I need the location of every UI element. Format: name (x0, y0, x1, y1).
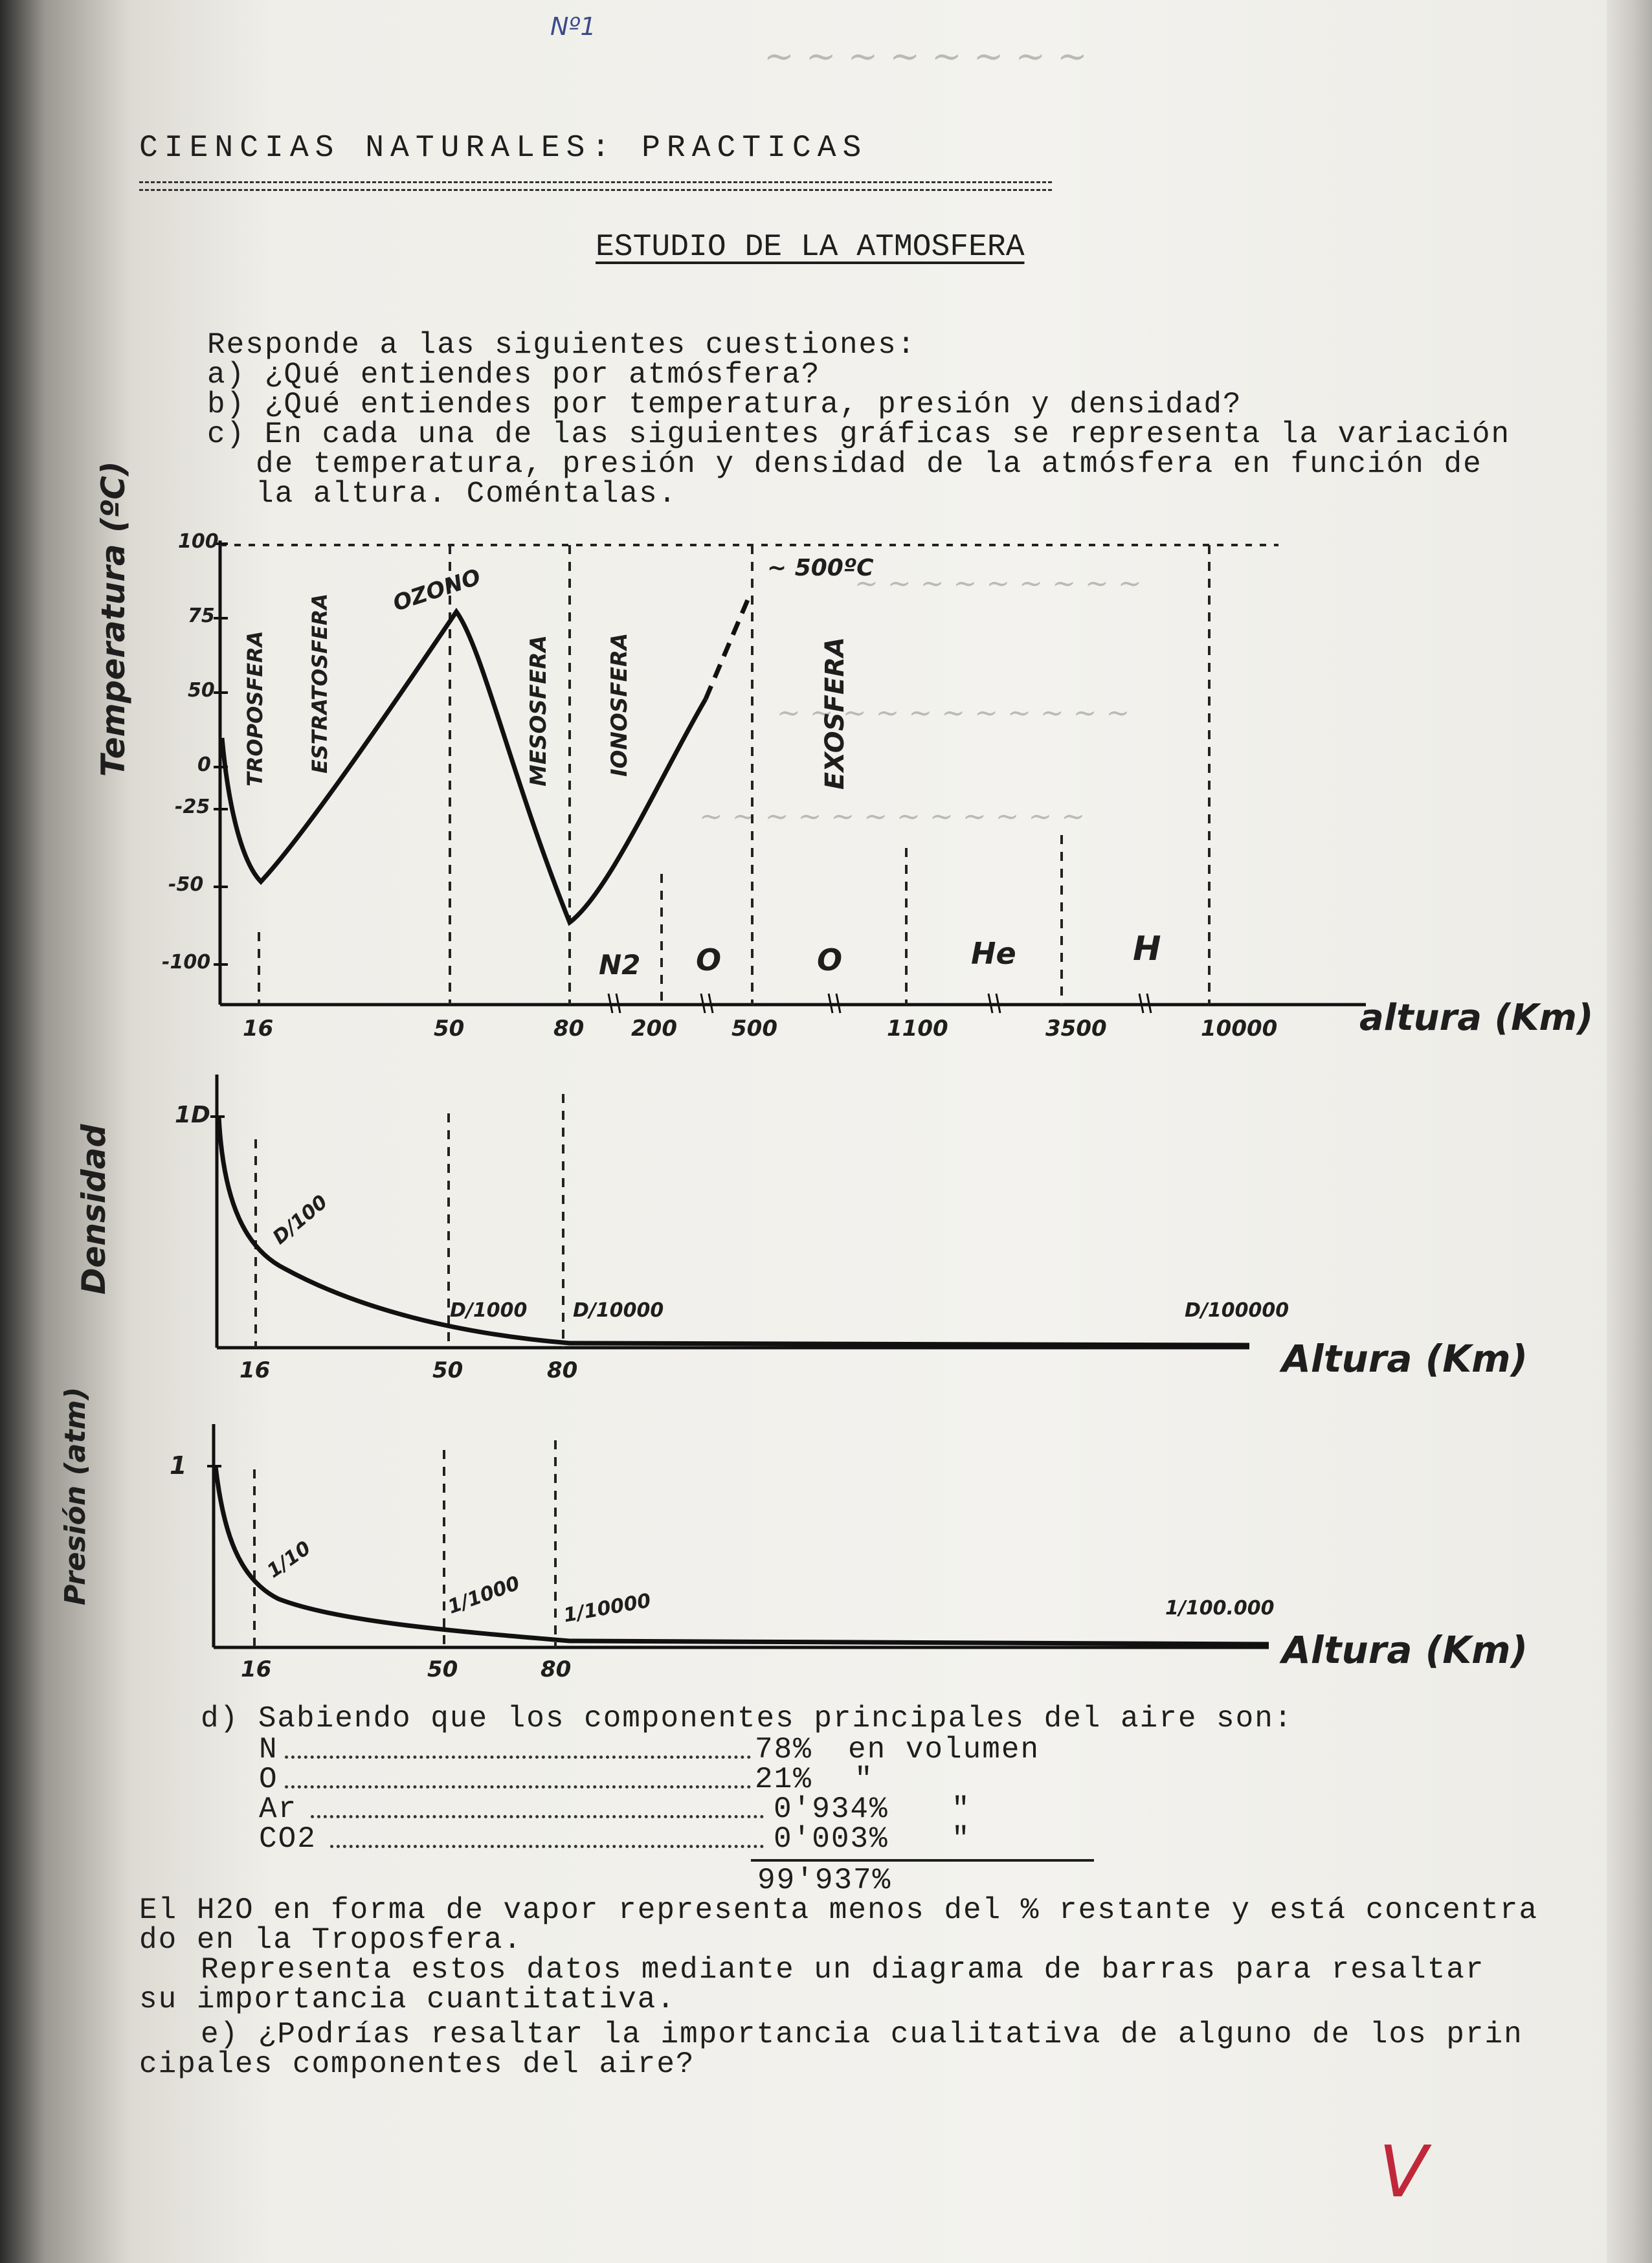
teacher-check-mark: V (1379, 2130, 1428, 2213)
pressure-y-label: Presión (atm) (59, 1387, 92, 1605)
layer-label: IONOSFERA (607, 632, 632, 777)
density-value-label: D/10000 (573, 1299, 664, 1322)
question-a: a) ¿Qué entiendes por atmósfera? (207, 358, 821, 392)
layer-label: MESOSFERA (526, 635, 552, 786)
density-x-tick: 50 (432, 1357, 463, 1383)
component-unit: " (952, 1792, 971, 1826)
component-unit: " (952, 1822, 971, 1856)
composition-label: O (696, 942, 722, 977)
section-d-intro: d) Sabiendo que los componentes principales del aire son: (201, 1702, 1293, 1735)
dot-leader (285, 1785, 751, 1789)
temp-x-tick: 3500 (1045, 1016, 1107, 1042)
temp-x-tick: 80 (553, 1016, 585, 1042)
component-total: 99'937% (757, 1864, 892, 1897)
question-c-line2: de temperatura, presión y densidad de la atmósfera en función de (256, 447, 1482, 481)
composition-label: N2 (599, 949, 641, 981)
temp-x-tick: 1100 (887, 1016, 948, 1042)
density-value-label: D/100 (268, 1190, 332, 1249)
composition-label: H (1133, 930, 1161, 968)
sum-line (751, 1859, 1094, 1862)
temp-y-tick: 50 (188, 679, 215, 702)
pressure-value-label: 1/10 (263, 1537, 315, 1583)
density-x-label: Altura (Km) (1282, 1337, 1528, 1381)
page-number: Nº1 (550, 12, 596, 41)
composition-label: O (817, 942, 843, 977)
document-title: ESTUDIO DE LA ATMOSFERA (596, 230, 1025, 265)
temp-x-tick: 500 (731, 1016, 777, 1042)
bar-diagram-line1: Representa estos datos mediante un diagrama de barras para resaltar (201, 1953, 1485, 1987)
max-temp-label: ~ 500ºC (767, 555, 874, 581)
component-value: 78% (755, 1733, 812, 1767)
component-value: 21% (755, 1763, 812, 1796)
temp-y-tick: 0 (197, 753, 211, 776)
pressure-curve (216, 1466, 1269, 1644)
component-name: N (259, 1733, 278, 1767)
temp-x-tick: 10000 (1201, 1016, 1278, 1042)
temperature-y-label: Temperatura (ºC) (95, 461, 132, 777)
component-value: 0'003% (774, 1822, 889, 1856)
component-name: O (259, 1763, 278, 1796)
temp-x-tick: 200 (631, 1016, 677, 1042)
temp-y-tick: -100 (162, 951, 211, 974)
temp-y-tick: 100 (178, 530, 219, 553)
density-value-label: D/100000 (1185, 1299, 1289, 1322)
temp-x-tick: 16 (243, 1016, 274, 1042)
component-unit: " (854, 1763, 874, 1796)
pressure-x-tick: 16 (241, 1656, 272, 1682)
pressure-value-label: 1/100.000 (1165, 1597, 1275, 1620)
temp-y-tick: -25 (175, 796, 210, 818)
component-name: Ar (259, 1792, 298, 1826)
question-c-line3: la altura. Coméntalas. (256, 477, 678, 511)
density-value-label: D/1000 (450, 1299, 528, 1322)
composition-label: He (971, 936, 1016, 971)
faint-pencil-note: ~ ~ ~ ~ ~ ~ ~ ~ ~ ~ ~ ~ (699, 800, 1086, 833)
component-value: 0'934% (774, 1792, 889, 1826)
density-x-tick: 80 (547, 1357, 578, 1383)
question-c-line1: c) En cada una de las siguientes gráficas se representa la variación (207, 418, 1511, 451)
water-vapour-line1: El H2O en forma de vapor representa menos del % restante y está concentra (139, 1893, 1539, 1927)
pressure-x-tick: 50 (427, 1656, 458, 1682)
dot-leader (285, 1756, 751, 1759)
density-y-tick: 1D (175, 1102, 210, 1128)
temp-x-label: altura (Km) (1359, 997, 1594, 1039)
question-e-line2: cipales componentes del aire? (139, 2047, 695, 2081)
temp-y-tick: 75 (188, 605, 215, 627)
question-e-line1: e) ¿Podrías resaltar la importancia cualitativa de alguno de los prin (201, 2018, 1523, 2051)
dot-leader (330, 1845, 764, 1848)
pressure-value-label: 1/1000 (445, 1572, 523, 1619)
pressure-value-label: 1/10000 (561, 1589, 653, 1627)
question-b: b) ¿Qué entiendes por temperatura, presión y densidad? (207, 388, 1242, 421)
faint-pencil-note: ~ ~ ~ ~ ~ ~ ~ ~ ~ (854, 567, 1142, 600)
pressure-x-label: Altura (Km) (1282, 1628, 1528, 1672)
layer-label: TROPOSFERA (243, 630, 267, 786)
density-y-label: Densidad (75, 1124, 113, 1295)
faint-pencil-note: ~ ~ ~ ~ ~ ~ ~ ~ ~ ~ ~ (777, 697, 1130, 730)
subject-heading: CIENCIAS NATURALES: PRACTICAS (139, 131, 868, 166)
density-x-tick: 16 (240, 1357, 271, 1383)
bar-diagram-line2: su importancia cuantitativa. (139, 1983, 676, 2016)
component-name: CO2 (259, 1822, 317, 1856)
ozone-label: OZONO (390, 564, 484, 617)
faint-pencil-note: ~ ~ ~ ~ ~ ~ ~ ~ (764, 36, 1088, 78)
dot-leader (311, 1815, 764, 1818)
component-unit: en volumen (848, 1733, 1040, 1767)
layer-label: EXOSFERA (820, 637, 850, 790)
water-vapour-line2: do en la Troposfera. (139, 1923, 523, 1957)
layer-label: ESTRATOSFERA (307, 593, 332, 774)
pressure-y-tick: 1 (170, 1451, 187, 1480)
pressure-x-tick: 80 (541, 1656, 572, 1682)
temp-x-tick: 50 (434, 1016, 465, 1042)
questions-intro: Responde a las siguientes cuestiones: (207, 328, 917, 362)
temp-y-tick: -50 (168, 873, 204, 896)
